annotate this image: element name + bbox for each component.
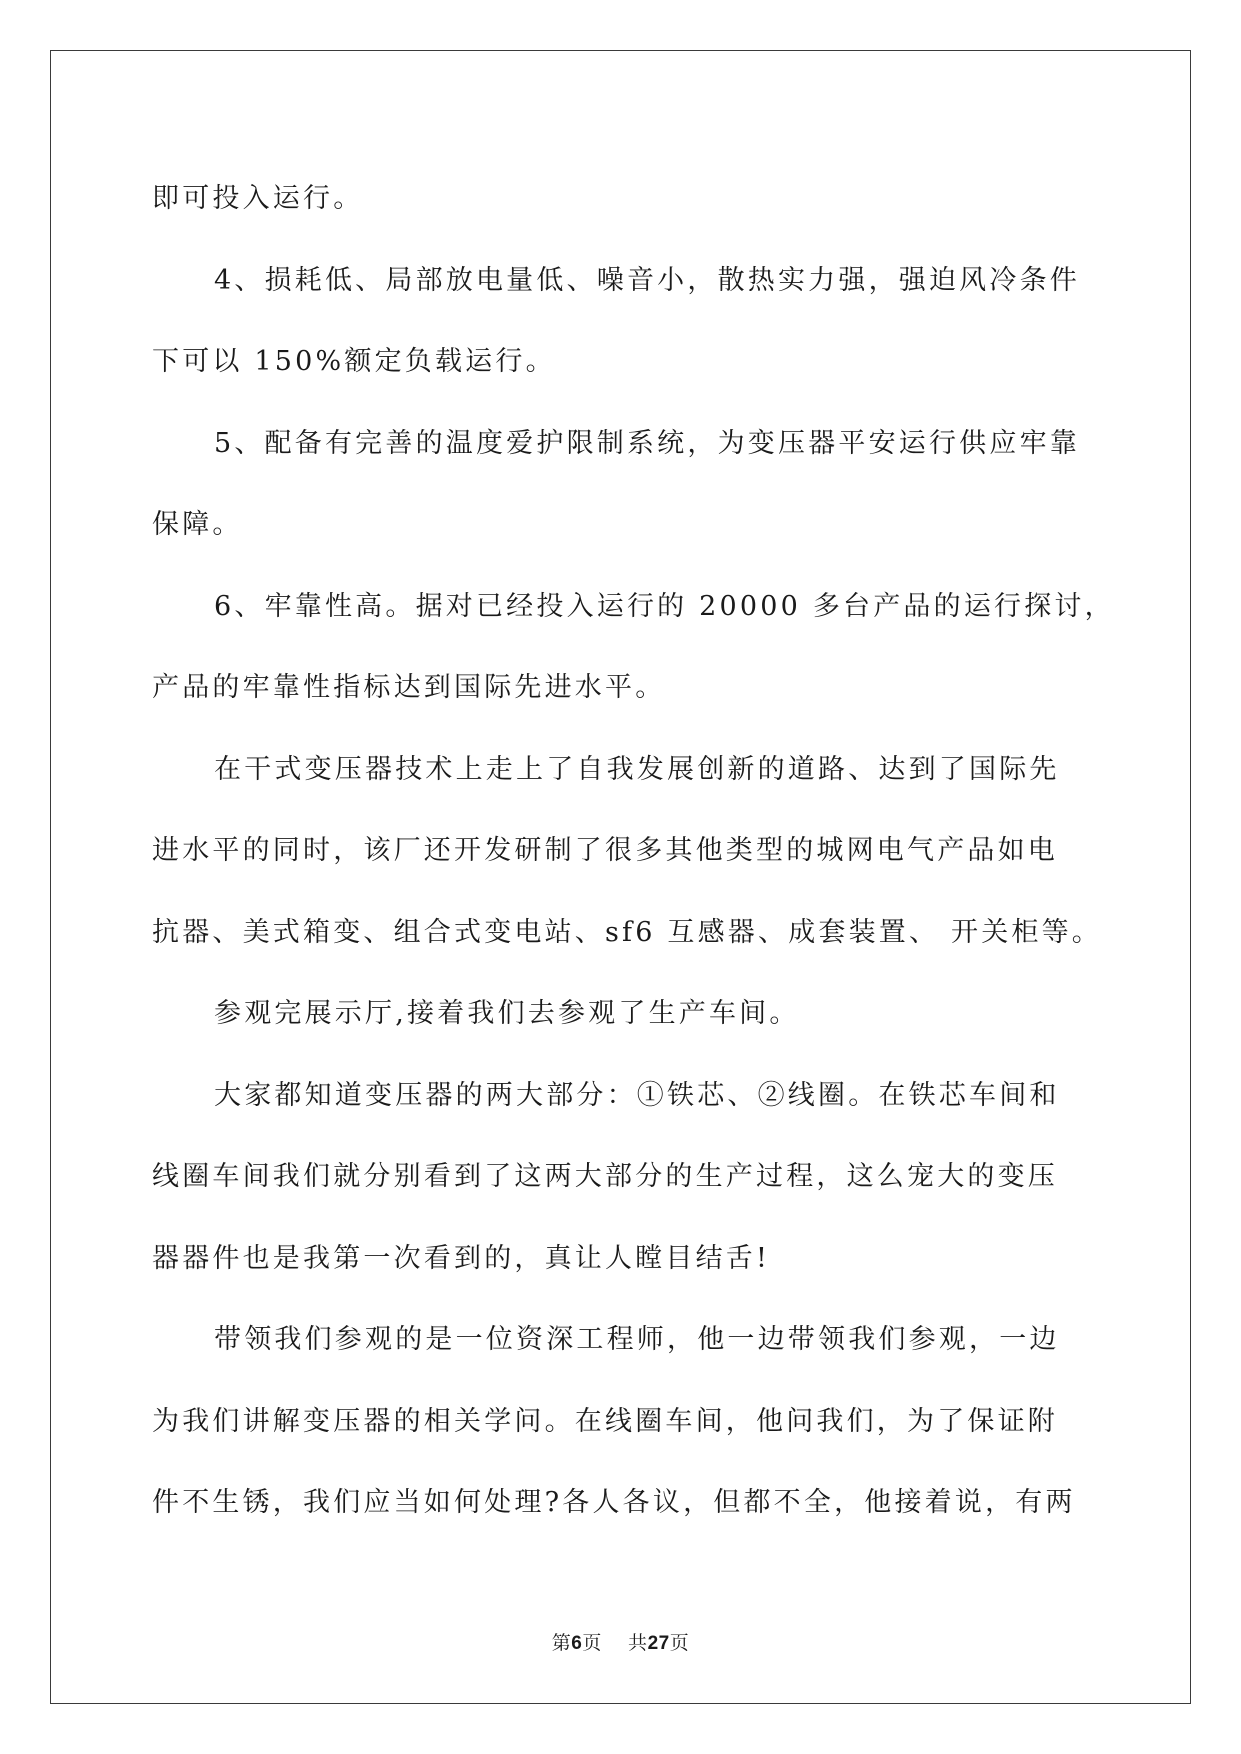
footer-page-suffix: 页 bbox=[582, 1632, 602, 1654]
text-line-5: 保障。 bbox=[152, 509, 243, 540]
footer-total-pages: 27 bbox=[647, 1633, 670, 1654]
document-body bbox=[152, 158, 1115, 1544]
text-line-3: 下可以 150%额定负载运行。 bbox=[152, 346, 556, 377]
footer-page-number: 6 bbox=[571, 1633, 583, 1654]
text-line-9: 进水平的同时，该厂还开发研制了很多其他类型的城网电气产品如电 bbox=[152, 835, 1058, 866]
text-line-2: 4、损耗低、局部放电量低、噪音小，散热实力强，强迫风冷条件 bbox=[214, 264, 1080, 296]
footer-prefix: 第 bbox=[551, 1632, 572, 1654]
text-line-4: 5、配备有完善的温度爱护限制系统，为变压器平安运行供应牢靠 bbox=[214, 427, 1080, 459]
text-line-16: 为我们讲解变压器的相关学问。在线圈车间，他问我们，为了保证附 bbox=[152, 1405, 1058, 1437]
text-line-1: 即可投入运行。 bbox=[152, 183, 364, 214]
text-line-15: 带领我们参观的是一位资深工程师，他一边带领我们参观，一边 bbox=[214, 1324, 1060, 1355]
text-line-12: 大家都知道变压器的两大部分：①铁芯、②线圈。在铁芯车间和 bbox=[214, 1079, 1060, 1111]
text-line-6: 6、牢靠性高。据对已经投入运行的 20000 多台产品的运行探讨， bbox=[214, 590, 1115, 622]
text-line-8: 在干式变压器技术上走上了自我发展创新的道路、达到了国际先 bbox=[214, 753, 1060, 785]
text-line-11: 参观完展示厅,接着我们去参观了生产车间。 bbox=[214, 998, 800, 1029]
footer-total-suffix: 页 bbox=[669, 1632, 690, 1654]
text-line-14: 器器件也是我第一次看到的，真让人瞠目结舌! bbox=[152, 1242, 771, 1274]
text-line-7: 产品的牢靠性指标达到国际先进水平。 bbox=[152, 672, 666, 703]
footer-total-prefix: 共 bbox=[628, 1632, 648, 1654]
text-line-10: 抗器、美式箱变、组合式变电站、sf6 互感器、成套装置、 开关柜等。 bbox=[152, 916, 1102, 948]
text-line-17: 件不生锈，我们应当如何处理?各人各议，但都不全，他接着说，有两 bbox=[152, 1487, 1076, 1518]
page-footer bbox=[0, 1628, 1241, 1655]
text-line-13: 线圈车间我们就分别看到了这两大部分的生产过程，这么宠大的变压 bbox=[152, 1161, 1058, 1192]
